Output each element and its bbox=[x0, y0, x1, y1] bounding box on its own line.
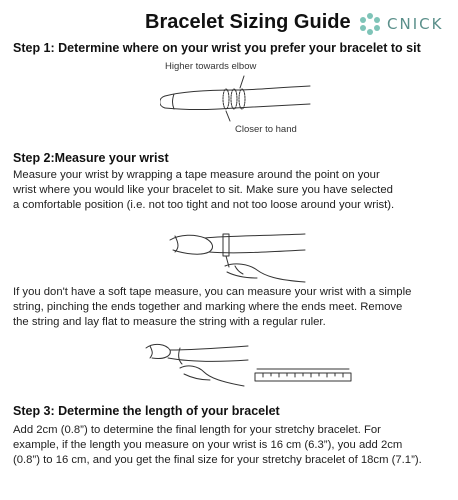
step1-heading: Step 1: Determine where on your wrist you prefer your bracelet to sit bbox=[13, 41, 421, 55]
step2-paragraph-1 bbox=[13, 168, 394, 213]
step3-heading: Step 3: Determine the length of your bracelet bbox=[13, 404, 280, 418]
step3-paragraph bbox=[13, 423, 422, 468]
step2-heading: Step 2:Measure your wrist bbox=[13, 151, 169, 165]
step2-paragraph-2-line: string, pinching the ends together and marking where the ends meet. Remove bbox=[13, 301, 403, 313]
annotation-higher-towards-elbow: Higher towards elbow bbox=[165, 61, 257, 72]
wrist-position-illustration bbox=[160, 66, 320, 126]
step2-paragraph-1-line: Measure your wrist by wrapping a tape measure around the point on your bbox=[13, 169, 380, 181]
string-wrist-illustration bbox=[140, 334, 250, 394]
step3-paragraph-line: (0.8”) to 16 cm, and you get the final size for your stretchy bracelet of 18cm (7.1”). bbox=[13, 454, 422, 466]
brand-name: CNICK bbox=[387, 15, 444, 33]
step2-paragraph-2-line: If you don't have a soft tape measure, you can measure your wrist with a simple bbox=[13, 286, 412, 298]
step2-paragraph-2-line: the string and lay flat to measure the string with a regular ruler. bbox=[13, 316, 326, 328]
flower-logo-icon bbox=[358, 12, 382, 36]
step2-paragraph-1-line: wrist where you would like your bracelet to sit. Make sure you have selected bbox=[13, 184, 393, 196]
step2-paragraph-1-line: a comfortable position (i.e. not too tight and not too loose around your wrist). bbox=[13, 199, 395, 211]
ruler-with-string-illustration bbox=[253, 364, 353, 386]
tape-measure-wrist-illustration bbox=[165, 222, 315, 284]
step3-paragraph-line: example, if the length you measure on your wrist is 16 cm (6.3”), you add 2cm bbox=[13, 439, 403, 451]
page-title: Bracelet Sizing Guide bbox=[145, 11, 351, 33]
annotation-closer-to-hand: Closer to hand bbox=[235, 124, 297, 135]
step3-paragraph-line: Add 2cm (0.8”) to determine the final length for your stretchy bracelet. For bbox=[13, 424, 381, 436]
brand-logo bbox=[358, 12, 443, 36]
step2-paragraph-2 bbox=[13, 285, 411, 330]
